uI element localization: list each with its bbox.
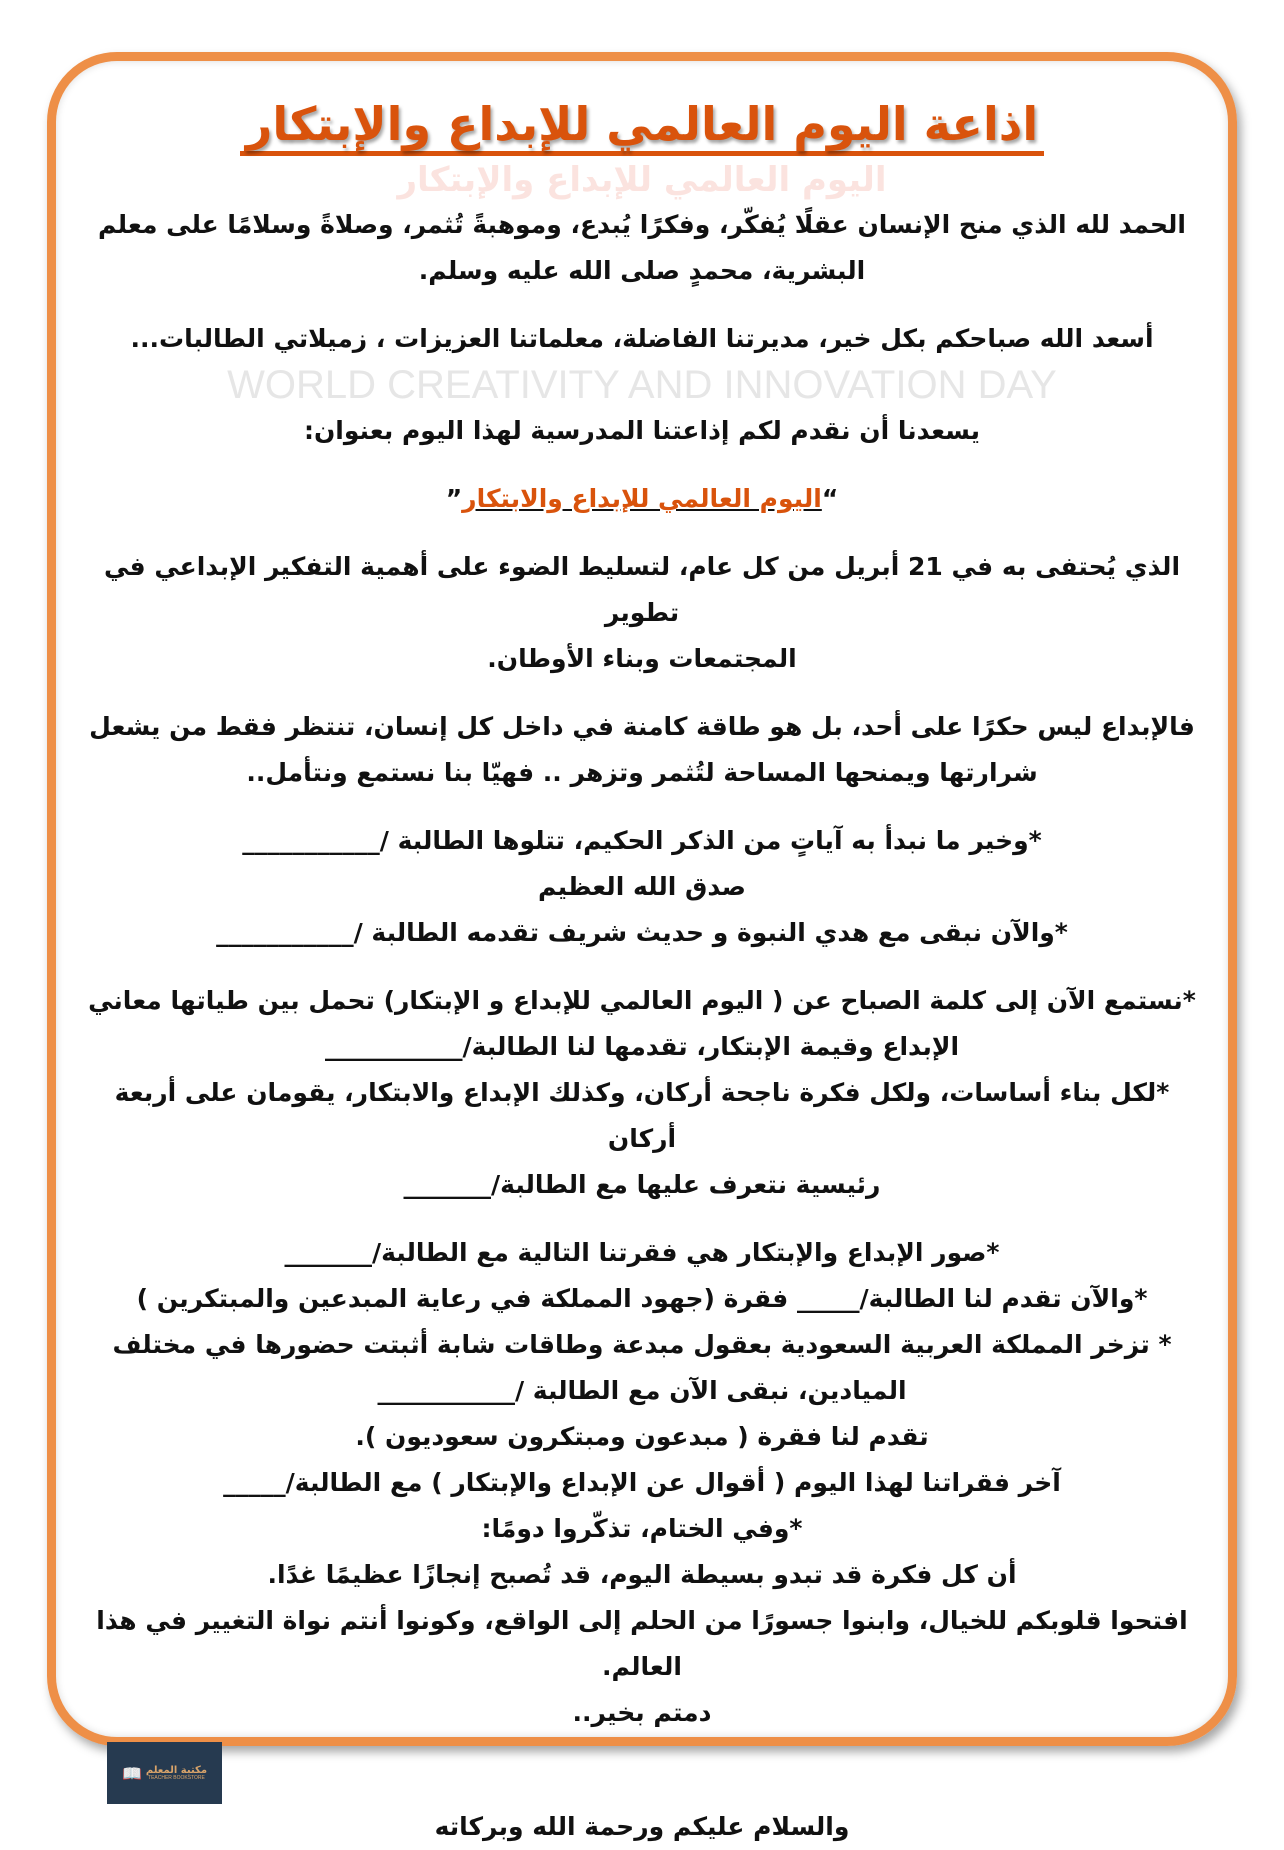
logo-arabic: مكتبة المعلم — [145, 1764, 208, 1776]
body-line: *نستمع الآن إلى كلمة الصباح عن ( اليوم العالمي للإبداع و الإبتكار) تحمل بين طياتها معاني — [88, 986, 1196, 1015]
body-line: آخر فقراتنا لهذا اليوم ( أقوال عن الإبداع والإبتكار ) مع الطالبة/_____ — [223, 1468, 1061, 1497]
logo-text — [146, 1765, 207, 1782]
body-line: *وفي الختام، تذكّروا دومًا: — [481, 1514, 803, 1543]
body-line: تقدم لنا فقرة ( مبدعون ومبتكرون سعوديون ). — [355, 1422, 929, 1451]
page-title — [87, 92, 1197, 156]
document-body — [87, 0, 1197, 1850]
subtitle — [87, 476, 1197, 522]
watermark-arabic: اليوم العالمي للإبداع والإبتكار — [397, 160, 887, 200]
logo-row — [87, 1742, 1197, 1804]
body-line: فالإبداع ليس حكرًا على أحد، بل هو طاقة كامنة في داخل كل إنسان، تنتظر فقط من يشعل — [89, 712, 1195, 741]
body-line: الإبداع وقيمة الإبتكار، تقدمها لنا الطالبة/___________ — [324, 1032, 960, 1061]
body-line: دمتم بخير.. — [572, 1698, 712, 1727]
body-line: *وخير ما نبدأ به آياتٍ من الذكر الحكيم، تتلوها الطالبة /___________ — [242, 826, 1042, 855]
teacher-bookstore-logo — [107, 1742, 222, 1804]
intro-line: الحمد لله الذي منح الإنسان عقلًا يُفكّر، وفكرًا يُبدع، وموهبةً تُثمر، وصلاةً وسلامًا على معلم — [98, 210, 1186, 239]
book-icon: 📖 — [121, 1763, 142, 1783]
body-line: * تزخر المملكة العربية السعودية بعقول مبدعة وطاقات شابة أثبتت حضورها في مختلف — [112, 1330, 1172, 1359]
page-title-text: اذاعة اليوم العالمي للإبداع والإبتكار — [240, 97, 1044, 156]
body-line: *صور الإبداع والإبتكار هي فقرتنا التالية مع الطالبة/_______ — [284, 1238, 1000, 1267]
closing-line: والسلام عليكم ورحمة الله وبركاته — [434, 1812, 850, 1841]
watermark-english: WORLD CREATIVITY AND INNOVATION DAY — [227, 363, 1057, 407]
logo-english: TEACHER BOOKSTORE — [148, 1774, 205, 1781]
body-line: المجتمعات وبناء الأوطان. — [487, 644, 797, 673]
body-line: *والآن نبقى مع هدي النبوة و حديث شريف تقدمه الطالبة /___________ — [216, 918, 1068, 947]
body-line: افتحوا قلوبكم للخيال، وابنوا جسورًا من الحلم إلى الواقع، وكونوا أنتم نواة التغيير في هذا العالم. — [96, 1606, 1188, 1681]
quote-open: “ — [821, 484, 839, 513]
body-line: *لكل بناء أساسات، ولكل فكرة ناجحة أركان، وكذلك الإبداع والابتكار، يقومان على أربعة أركان — [114, 1078, 1170, 1153]
body-line: الميادين، نبقى الآن مع الطالبة /___________ — [377, 1376, 907, 1405]
intro-line: البشرية، محمدٍ صلى الله عليه وسلم. — [418, 256, 866, 285]
body-line: صدق الله العظيم — [538, 872, 746, 901]
body-line: *والآن تقدم لنا الطالبة/_____ فقرة (جهود المملكة في رعاية المبدعين والمبتكرين ) — [136, 1284, 1148, 1313]
quote-close: ” — [445, 484, 463, 513]
subtitle-text: اليوم العالمي للإبداع والابتكار — [462, 484, 822, 513]
body-line: شرارتها ويمنحها المساحة لتُثمر وتزهر .. فهيّا بنا نستمع ونتأمل.. — [246, 758, 1038, 787]
body-line: الذي يُحتفى به في 21 أبريل من كل عام، لتسليط الضوء على أهمية التفكير الإبداعي في تطوير — [103, 552, 1181, 627]
intro-line: يسعدنا أن نقدم لكم إذاعتنا المدرسية لهذا اليوم بعنوان: — [303, 416, 981, 445]
body-line: أن كل فكرة قد تبدو بسيطة اليوم، قد تُصبح إنجازًا عظيمًا غدًا. — [267, 1560, 1017, 1589]
body-line: رئيسية نتعرف عليها مع الطالبة/_______ — [403, 1170, 881, 1199]
greeting-line: أسعد الله صباحكم بكل خير، مديرتنا الفاضلة، معلماتنا العزيزات ، زميلاتي الطالبات... — [130, 324, 1154, 353]
